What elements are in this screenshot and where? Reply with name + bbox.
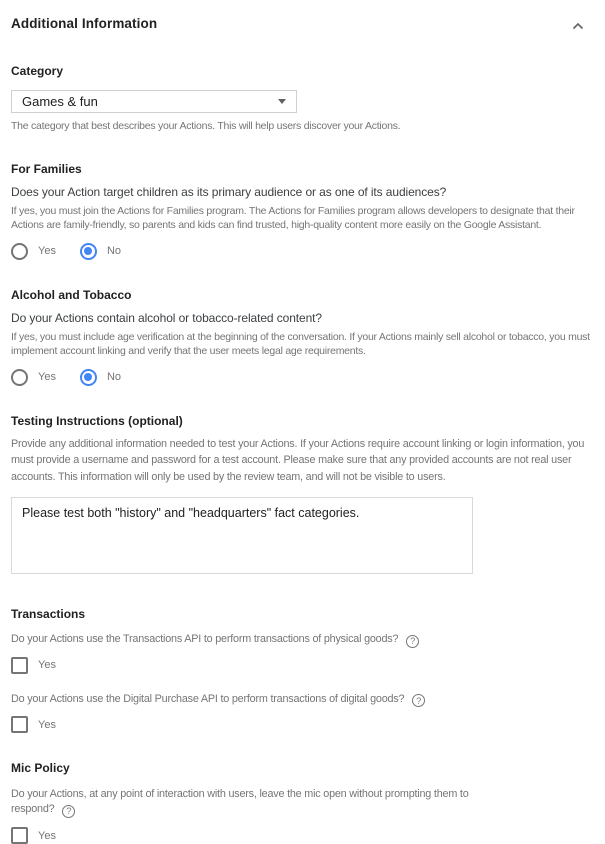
testing-instructions-heading: Testing Instructions (optional) [11, 413, 183, 428]
transactions-physical-question [11, 633, 594, 648]
help-icon[interactable]: ? [62, 805, 75, 818]
help-icon[interactable]: ? [412, 694, 425, 707]
checkbox-label: Yes [38, 659, 56, 671]
testing-instructions-input[interactable] [11, 497, 473, 574]
collapse-section-button[interactable] [568, 16, 588, 36]
radio-label: Yes [38, 371, 56, 383]
radio-icon[interactable] [11, 243, 28, 260]
mic-policy-heading: Mic Policy [11, 761, 70, 775]
alcohol-tobacco-helper-text: If yes, you must include age verification at the beginning of the conversation. If your Actions mainly sell alcohol or tobacco, you must implement account linking and verify that the user meets legal age requirements. [11, 330, 590, 357]
alcohol-tobacco-radio-yes[interactable] [11, 369, 56, 386]
question-text: Do your Actions, at any point of interaction with users, leave the mic open without prompting them to respond? [11, 788, 469, 815]
mic-policy-question [11, 787, 511, 818]
category-label: Category [11, 64, 64, 78]
for-families-helper-text: If yes, you must join the Actions for Families program. The Actions for Families program allows developers to designate that their Actions are family-friendly, so parents and kids can find trusted, high-quality content more easily on the Google Assistant. [11, 204, 575, 231]
panel-title: Additional Information [11, 16, 158, 31]
alcohol-tobacco-section [11, 288, 594, 386]
transactions-digital-question [11, 693, 594, 708]
help-icon[interactable]: ? [406, 635, 419, 648]
for-families-section [11, 162, 594, 260]
radio-icon[interactable] [80, 243, 97, 260]
radio-label: No [106, 245, 122, 257]
mic-policy-section [11, 761, 594, 844]
for-families-question: Does your Action target children as its primary audience or as one of its audiences? [11, 184, 447, 199]
checkbox-label: Yes [38, 829, 56, 842]
dropdown-arrow-icon [278, 99, 286, 104]
alcohol-tobacco-heading: Alcohol and Tobacco [11, 287, 132, 302]
testing-instructions-section [11, 414, 594, 580]
for-families-radio-group [11, 243, 594, 260]
category-select[interactable] [11, 90, 297, 113]
checkbox-icon[interactable] [11, 827, 28, 844]
checkbox-icon[interactable] [11, 657, 28, 674]
for-families-heading: For Families [11, 161, 82, 176]
question-text: Do your Actions use the Digital Purchase API to perform transactions of digital goods? [11, 692, 405, 705]
checkbox-label: Yes [38, 718, 56, 731]
for-families-radio-yes[interactable] [11, 243, 56, 260]
alcohol-tobacco-question: Do your Actions contain alcohol or tobacco-related content? [11, 310, 322, 325]
radio-label: Yes [38, 245, 56, 257]
transactions-section [11, 607, 594, 733]
radio-label: No [106, 371, 122, 383]
radio-icon[interactable] [11, 369, 28, 386]
category-helper-text: The category that best describes your Actions. This will help users discover your Actions. [11, 120, 401, 132]
chevron-up-icon [570, 18, 586, 34]
alcohol-tobacco-radio-no[interactable] [80, 369, 121, 386]
transactions-heading: Transactions [11, 607, 86, 621]
mic-policy-checkbox-row[interactable] [11, 827, 594, 844]
radio-icon[interactable] [80, 369, 97, 386]
category-section [11, 64, 594, 134]
for-families-radio-no[interactable] [80, 243, 121, 260]
alcohol-tobacco-radio-group [11, 369, 594, 386]
checkbox-icon[interactable] [11, 716, 28, 733]
question-text: Do your Actions use the Transactions API to perform transactions of physical goods? [11, 633, 399, 645]
transactions-physical-checkbox-row[interactable] [11, 657, 594, 674]
transactions-digital-checkbox-row[interactable] [11, 716, 594, 733]
panel-header [11, 16, 594, 36]
testing-instructions-description: Provide any additional information needed to test your Actions. If your Actions require account linking or login information, you must provide a username and password for a test account. Please make sure that any provided accounts are not real user accounts. This information will only be used by the review team, and will not be visible to users. [11, 437, 585, 483]
category-selected-value: Games & fun [22, 94, 98, 109]
